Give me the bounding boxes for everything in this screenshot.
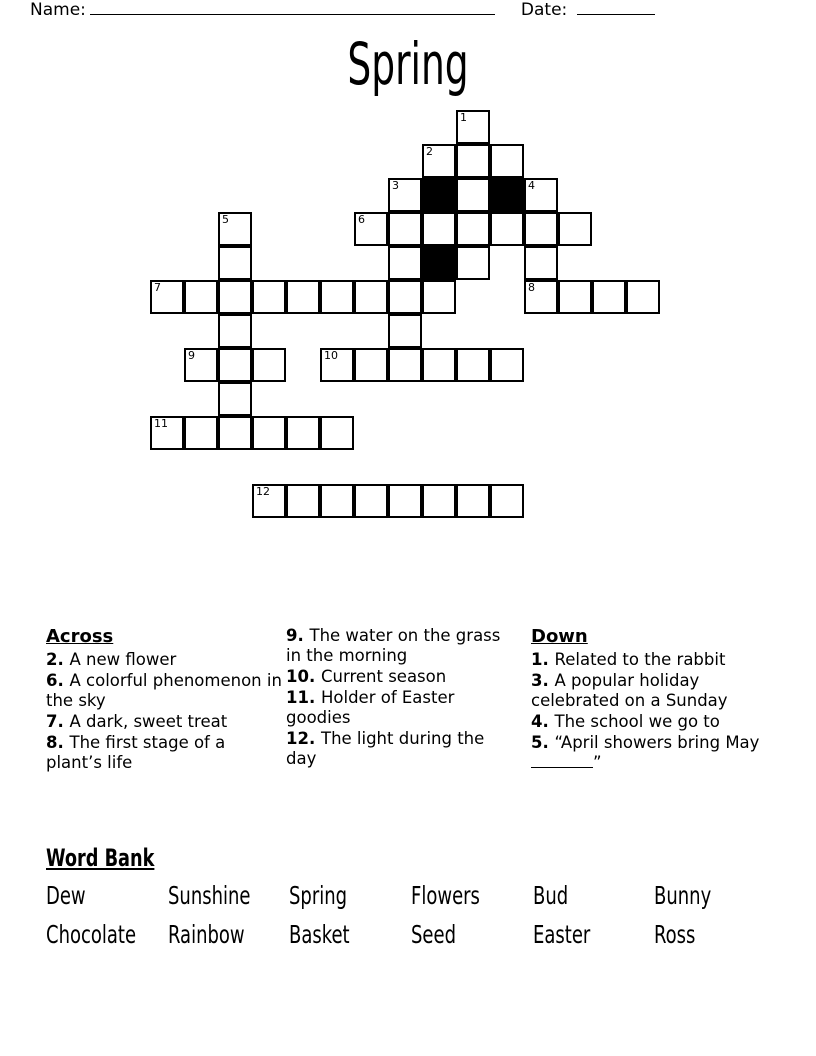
clue-number: 1.	[531, 650, 555, 669]
crossword-cell[interactable]	[354, 280, 388, 314]
crossword-cell[interactable]	[320, 416, 354, 450]
crossword-cell[interactable]	[456, 144, 490, 178]
clue-number: 10.	[286, 667, 321, 686]
clue-item	[531, 650, 770, 670]
clue-item	[531, 733, 770, 773]
crossword-cell[interactable]	[354, 212, 388, 246]
clue-item	[46, 650, 284, 670]
word-bank-word: Bunny	[654, 881, 712, 910]
clues-across-column-1	[46, 626, 284, 774]
crossword-cell[interactable]	[320, 484, 354, 518]
crossword-cell[interactable]	[218, 416, 252, 450]
crossword-cell[interactable]	[354, 348, 388, 382]
clue-item	[531, 712, 770, 732]
crossword-cell[interactable]	[490, 484, 524, 518]
clue-text: A popular holiday celebrated on a Sunday	[531, 671, 728, 710]
crossword-cell[interactable]	[218, 314, 252, 348]
crossword-cell-number: 2	[426, 145, 433, 158]
clue-text: Related to the rabbit	[554, 650, 726, 669]
clue-item	[286, 688, 518, 728]
crossword-blocked-cell	[490, 178, 524, 212]
crossword-cell[interactable]	[286, 280, 320, 314]
crossword-cell[interactable]	[524, 280, 558, 314]
crossword-cell-number: 1	[460, 111, 467, 124]
across-heading: Across	[46, 626, 114, 647]
crossword-blocked-cell	[422, 246, 456, 280]
crossword-cell[interactable]	[184, 416, 218, 450]
clue-item	[46, 733, 284, 773]
crossword-cell-number: 8	[528, 281, 535, 294]
clue-text: A colorful phenomenon in the sky	[46, 671, 282, 710]
crossword-cell[interactable]	[388, 348, 422, 382]
crossword-cell[interactable]	[626, 280, 660, 314]
across-clue-list-2	[286, 626, 518, 769]
crossword-cell[interactable]	[388, 246, 422, 280]
crossword-cell[interactable]	[218, 382, 252, 416]
crossword-cell[interactable]	[422, 144, 456, 178]
crossword-cell[interactable]	[218, 246, 252, 280]
crossword-cell[interactable]	[286, 484, 320, 518]
clue-item	[531, 671, 770, 711]
crossword-cell[interactable]	[252, 280, 286, 314]
clue-item	[286, 729, 518, 769]
clue-number: 9.	[286, 626, 310, 645]
crossword-cell-number: 10	[324, 349, 338, 362]
clue-number: 11.	[286, 688, 321, 707]
crossword-cell[interactable]	[422, 280, 456, 314]
clue-number: 8.	[46, 733, 70, 752]
crossword-cell[interactable]	[456, 348, 490, 382]
crossword-cell[interactable]	[252, 484, 286, 518]
crossword-cell[interactable]	[388, 280, 422, 314]
crossword-cell[interactable]	[354, 484, 388, 518]
crossword-cell[interactable]	[184, 348, 218, 382]
crossword-cell[interactable]	[422, 484, 456, 518]
clue-text: Holder of Easter goodies	[286, 688, 455, 727]
crossword-cell[interactable]	[320, 280, 354, 314]
clues-section	[46, 626, 770, 826]
crossword-cell[interactable]	[184, 280, 218, 314]
clue-number: 4.	[531, 712, 555, 731]
crossword-cell[interactable]	[252, 416, 286, 450]
crossword-cell[interactable]	[558, 280, 592, 314]
crossword-cell[interactable]	[252, 348, 286, 382]
clue-text: The water on the grass in the morning	[286, 626, 501, 665]
crossword-cell-number: 11	[154, 417, 168, 430]
word-bank-word: Bud	[532, 881, 568, 910]
word-bank-word: Easter	[532, 920, 590, 949]
crossword-cell[interactable]	[456, 212, 490, 246]
clue-item	[286, 626, 518, 666]
crossword-cell-number: 6	[358, 213, 365, 226]
crossword-cell[interactable]	[456, 246, 490, 280]
word-bank-word: Basket	[289, 920, 350, 949]
clue-item	[46, 671, 284, 711]
clue-number: 5.	[531, 733, 555, 752]
clue-number: 6.	[46, 671, 70, 690]
word-bank-word: Dew	[46, 881, 86, 910]
clue-item	[286, 667, 518, 687]
clue-text: Current season	[320, 667, 447, 686]
crossword-cell[interactable]	[490, 144, 524, 178]
word-bank-word: Flowers	[411, 881, 480, 910]
clue-text: “April showers bring May	[554, 733, 760, 752]
clue-number: 7.	[46, 712, 70, 731]
crossword-cell[interactable]	[388, 178, 422, 212]
crossword-cell-number: 9	[188, 349, 195, 362]
crossword-cell[interactable]	[218, 348, 252, 382]
clues-across-column-2	[286, 626, 518, 770]
crossword-cell[interactable]	[286, 416, 320, 450]
clue-text: The school we go to	[554, 712, 720, 731]
crossword-cell[interactable]	[490, 348, 524, 382]
word-bank-word: Sunshine	[167, 881, 251, 910]
clue-number: 12.	[286, 729, 321, 748]
crossword-cell[interactable]	[592, 280, 626, 314]
crossword-cell[interactable]	[524, 178, 558, 212]
crossword-cell[interactable]	[490, 212, 524, 246]
word-bank-word: Chocolate	[46, 920, 137, 949]
clues-down-column	[531, 626, 770, 774]
crossword-cell[interactable]	[150, 416, 184, 450]
crossword-cell[interactable]	[422, 348, 456, 382]
word-bank-section	[46, 843, 776, 951]
word-bank-title: Word Bank	[46, 844, 155, 872]
clue-text: A new flower	[69, 650, 177, 669]
crossword-cell[interactable]	[456, 484, 490, 518]
crossword-cell-number: 4	[528, 179, 535, 192]
clue-number: 3.	[531, 671, 555, 690]
clue-text: The light during the day	[286, 729, 485, 768]
crossword-cell[interactable]	[150, 280, 184, 314]
clue-text: A dark, sweet treat	[69, 712, 228, 731]
clue-text: ”	[593, 753, 602, 772]
word-bank-word: Ross	[654, 920, 696, 949]
clue-item	[46, 712, 284, 732]
down-heading: Down	[531, 626, 588, 647]
crossword-cell-number: 3	[392, 179, 399, 192]
down-clue-list	[531, 650, 770, 773]
crossword-cell[interactable]	[524, 212, 558, 246]
crossword-cell[interactable]	[456, 110, 490, 144]
crossword-cell[interactable]	[320, 348, 354, 382]
word-bank-row-1	[46, 879, 776, 912]
clue-text: The first stage of a plant’s life	[46, 733, 226, 772]
crossword-cell[interactable]	[422, 212, 456, 246]
page-title: Spring	[347, 30, 469, 98]
word-bank-word: Spring	[289, 881, 348, 910]
crossword-cell[interactable]	[388, 212, 422, 246]
crossword-cell[interactable]	[388, 484, 422, 518]
crossword-cell[interactable]	[218, 280, 252, 314]
crossword-cell-number: 12	[256, 485, 270, 498]
crossword-blocked-cell	[422, 178, 456, 212]
across-clue-list-1	[46, 650, 284, 773]
crossword-cell[interactable]	[558, 212, 592, 246]
crossword-cell[interactable]	[218, 212, 252, 246]
word-bank-word: Rainbow	[167, 920, 245, 949]
crossword-cell-number: 5	[222, 213, 229, 226]
word-bank-word: Seed	[411, 920, 457, 949]
crossword-cell[interactable]	[524, 246, 558, 280]
crossword-cell-number: 7	[154, 281, 161, 294]
word-bank-row-2	[46, 918, 776, 951]
crossword-cell[interactable]	[388, 314, 422, 348]
date-label: Date:	[520, 0, 568, 20]
clue-blank-line[interactable]	[531, 754, 593, 768]
name-label: Name:	[30, 0, 86, 20]
clue-number: 2.	[46, 650, 70, 669]
crossword-cell[interactable]	[456, 178, 490, 212]
